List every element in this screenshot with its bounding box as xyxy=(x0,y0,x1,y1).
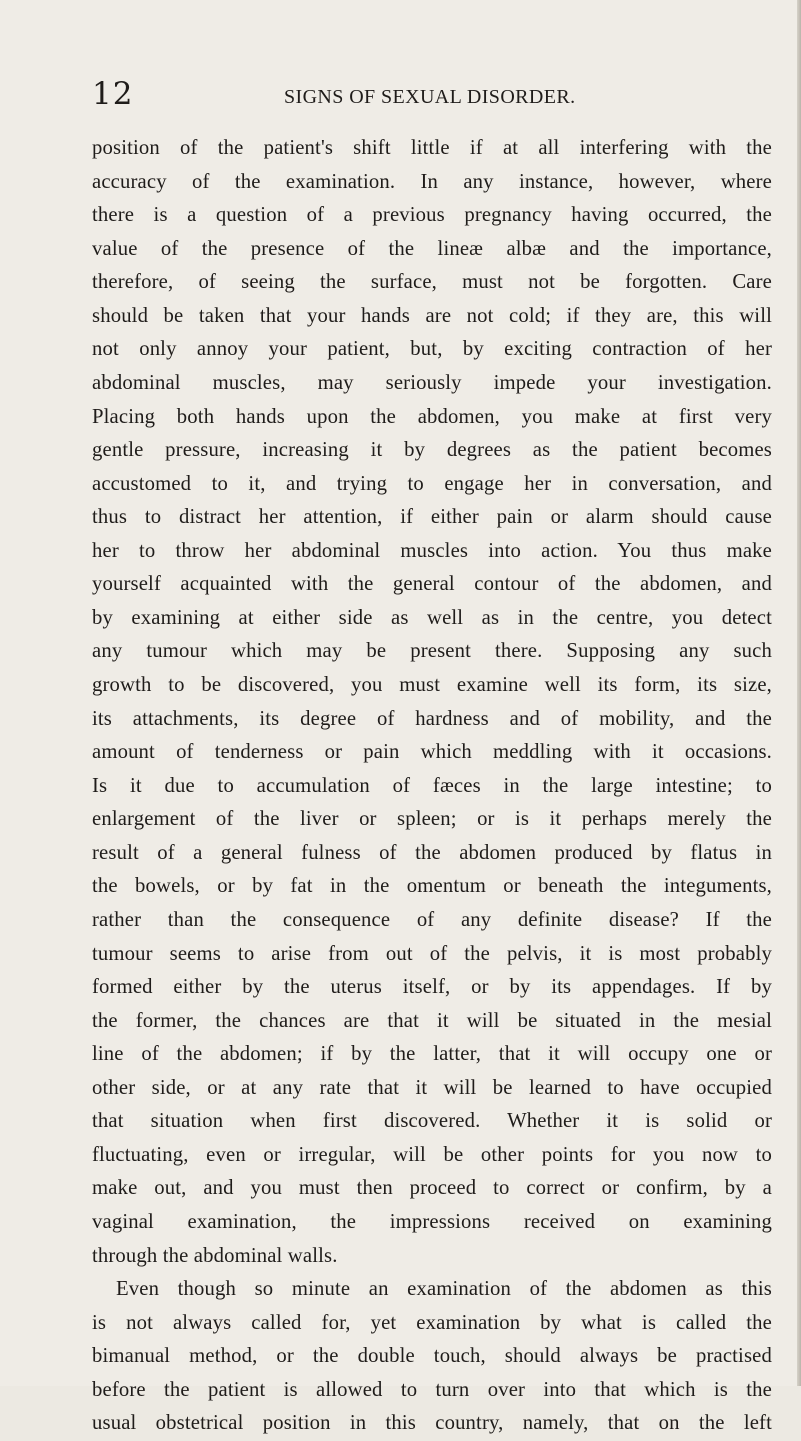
running-title: SIGNS OF SEXUAL DISORDER. xyxy=(284,86,576,108)
text-line: bimanual method, or the double touch, should always be practised xyxy=(92,1345,772,1368)
text-line: vaginal examination, the impressions received on examining xyxy=(92,1211,772,1233)
text-line: its attachments, its degree of hardness and of mobility, and the xyxy=(92,707,772,730)
text-line: line of the abdomen; if by the latter, that it will occupy one or xyxy=(92,1043,772,1066)
text-line: growth to be discovered, you must examine well its form, its size, xyxy=(92,674,772,696)
text-line: rather than the consequence of any definite disease? If the xyxy=(92,908,772,931)
text-line: enlargement of the liver or spleen; or is it perhaps merely the xyxy=(92,808,772,831)
body-text xyxy=(92,132,772,1441)
text-line: should be taken that your hands are not cold; if they are, this will xyxy=(92,304,772,327)
text-line: tumour seems to arise from out of the pelvis, it is most probably xyxy=(92,942,772,965)
text-line: by examining at either side as well as in the centre, you detect xyxy=(92,606,772,629)
text-line: before the patient is allowed to turn over into that which is the xyxy=(92,1378,772,1401)
page-edge-shadow xyxy=(797,0,801,1386)
text-line: yourself acquainted with the general contour of the abdomen, and xyxy=(92,573,772,596)
text-line: therefore, of seeing the surface, must not be forgotten. Care xyxy=(92,271,772,294)
text-line: value of the presence of the lineæ albæ and the importance, xyxy=(92,237,772,260)
text-line: thus to distract her attention, if either pain or alarm should cause xyxy=(92,506,772,529)
text-line: the bowels, or by fat in the omentum or beneath the integuments, xyxy=(92,875,772,898)
text-line: Even though so minute an examination of the abdomen as this xyxy=(116,1278,772,1301)
text-line: any tumour which may be present there. Supposing any such xyxy=(92,640,772,663)
text-line: other side, or at any rate that it will be learned to have occupied xyxy=(92,1076,772,1099)
text-line: gentle pressure, increasing it by degrees as the patient becomes xyxy=(92,439,772,462)
text-line: through the abdominal walls. xyxy=(92,1244,338,1267)
text-line: fluctuating, even or irregular, will be other points for you now to xyxy=(92,1143,772,1166)
page-number: 12 xyxy=(92,76,134,112)
text-line: accustomed to it, and trying to engage her in conversation, and xyxy=(92,472,772,495)
text-line: result of a general fulness of the abdomen produced by flatus in xyxy=(92,841,772,864)
text-line: the former, the chances are that it will be situated in the mesial xyxy=(92,1009,772,1032)
text-line: usual obstetrical position in this country, namely, that on the left xyxy=(92,1412,772,1435)
text-line: Placing both hands upon the abdomen, you make at first very xyxy=(92,405,772,428)
page-header xyxy=(92,78,692,112)
text-line: not only annoy your patient, but, by exciting contraction of her xyxy=(92,338,772,361)
text-line: there is a question of a previous pregnancy having occurred, the xyxy=(92,204,772,227)
text-line: position of the patient's shift little if at all interfering with the xyxy=(92,137,772,159)
text-line: Is it due to accumulation of fæces in the large intestine; to xyxy=(92,774,772,797)
text-line: accuracy of the examination. In any instance, however, where xyxy=(92,170,772,193)
text-line: that situation when first discovered. Whether it is solid or xyxy=(92,1110,772,1133)
text-line: is not always called for, yet examination by what is called the xyxy=(92,1311,772,1334)
text-line: her to throw her abdominal muscles into action. You thus make xyxy=(92,539,772,562)
text-line: abdominal muscles, may seriously impede your investigation. xyxy=(92,371,772,394)
text-line: make out, and you must then proceed to correct or confirm, by a xyxy=(92,1177,772,1200)
text-line: amount of tenderness or pain which meddling with it occasions. xyxy=(92,741,772,764)
text-line: formed either by the uterus itself, or by its appendages. If by xyxy=(92,976,772,999)
